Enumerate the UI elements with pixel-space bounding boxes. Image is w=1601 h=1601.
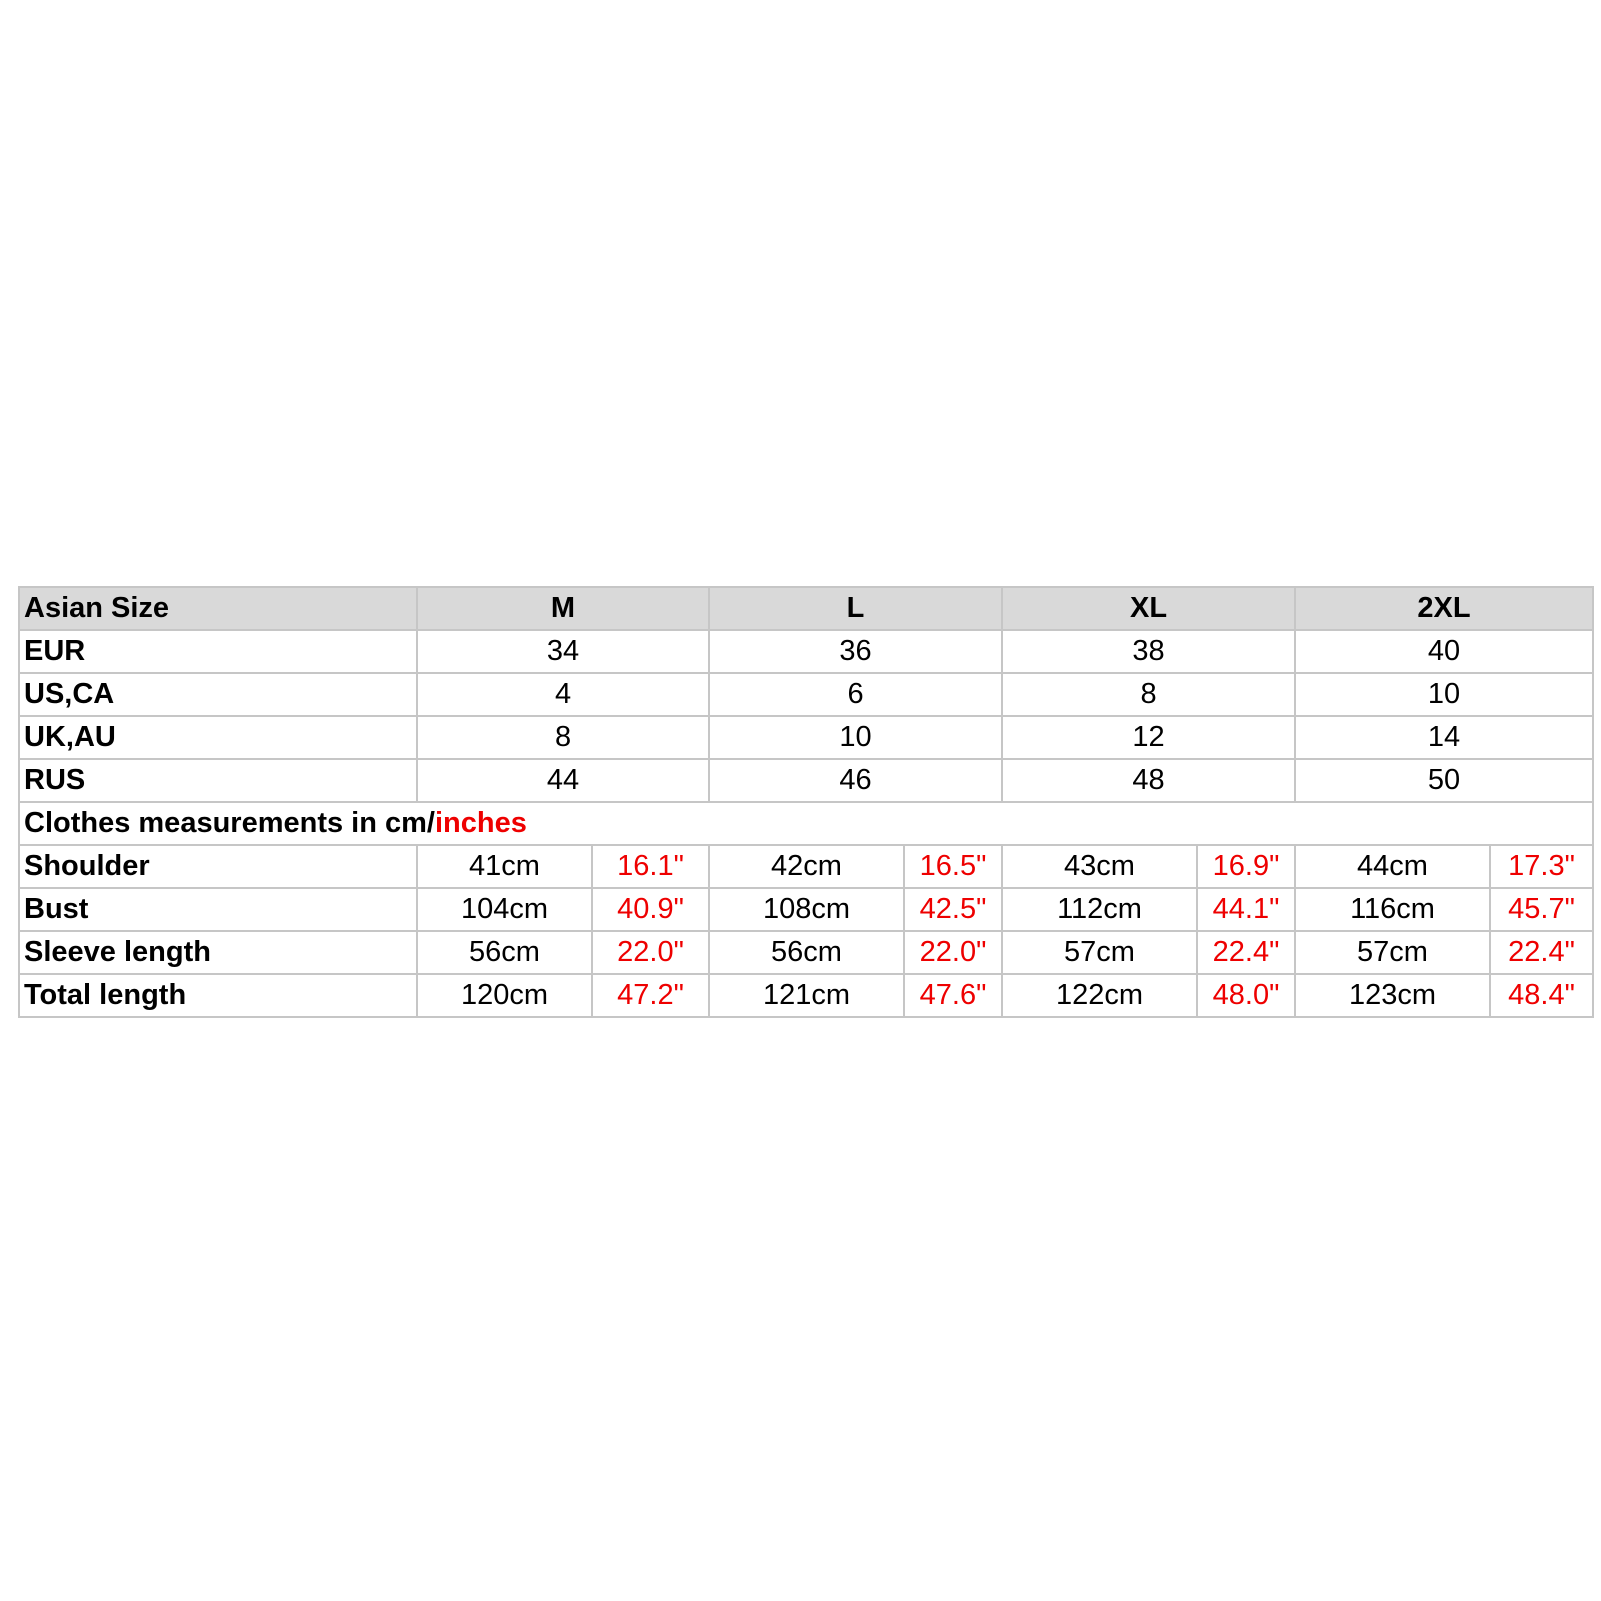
row-label: EUR — [19, 630, 417, 673]
cm-cell: 108cm — [709, 888, 904, 931]
inch-cell: 16.9" — [1197, 845, 1295, 888]
inch-cell: 22.4" — [1490, 931, 1593, 974]
table-cell: 12 — [1002, 716, 1295, 759]
inch-cell: 16.1" — [592, 845, 709, 888]
table-cell: 46 — [709, 759, 1002, 802]
cm-cell: 44cm — [1295, 845, 1490, 888]
cm-cell: 112cm — [1002, 888, 1197, 931]
measurement-row-sleeve-length — [19, 931, 1593, 974]
inch-cell: 44.1" — [1197, 888, 1295, 931]
inch-cell: 42.5" — [904, 888, 1002, 931]
measurement-row-total-length — [19, 974, 1593, 1017]
table-cell: 50 — [1295, 759, 1593, 802]
measurements-title-row — [19, 802, 1593, 845]
conversion-row-rus — [19, 759, 1593, 802]
row-label: Total length — [19, 974, 417, 1017]
size-header-xl: XL — [1002, 587, 1295, 630]
measurement-row-bust — [19, 888, 1593, 931]
conversion-row-us-ca — [19, 673, 1593, 716]
row-label: Sleeve length — [19, 931, 417, 974]
inch-cell: 47.6" — [904, 974, 1002, 1017]
cm-cell: 57cm — [1002, 931, 1197, 974]
row-label: Shoulder — [19, 845, 417, 888]
size-header-m: M — [417, 587, 709, 630]
row-label: Bust — [19, 888, 417, 931]
table-cell: 8 — [1002, 673, 1295, 716]
cm-cell: 57cm — [1295, 931, 1490, 974]
cm-cell: 122cm — [1002, 974, 1197, 1017]
table-cell: 4 — [417, 673, 709, 716]
table-cell: 36 — [709, 630, 1002, 673]
cm-cell: 123cm — [1295, 974, 1490, 1017]
table-cell: 40 — [1295, 630, 1593, 673]
table-cell: 6 — [709, 673, 1002, 716]
cm-cell: 121cm — [709, 974, 904, 1017]
inch-cell: 48.0" — [1197, 974, 1295, 1017]
table-cell: 14 — [1295, 716, 1593, 759]
measurement-row-shoulder — [19, 845, 1593, 888]
table-cell: 10 — [1295, 673, 1593, 716]
table-cell: 44 — [417, 759, 709, 802]
cm-cell: 56cm — [709, 931, 904, 974]
cm-cell: 41cm — [417, 845, 592, 888]
conversion-row-eur — [19, 630, 1593, 673]
inch-cell: 22.0" — [592, 931, 709, 974]
conversion-row-uk-au — [19, 716, 1593, 759]
table-cell: 38 — [1002, 630, 1295, 673]
inch-cell: 40.9" — [592, 888, 709, 931]
table-cell: 48 — [1002, 759, 1295, 802]
size-header-2xl: 2XL — [1295, 587, 1593, 630]
cm-cell: 42cm — [709, 845, 904, 888]
table-cell: 34 — [417, 630, 709, 673]
cm-cell: 43cm — [1002, 845, 1197, 888]
measurements-title — [19, 802, 1593, 845]
inch-cell: 22.4" — [1197, 931, 1295, 974]
inch-cell: 47.2" — [592, 974, 709, 1017]
cm-cell: 56cm — [417, 931, 592, 974]
table-cell: 10 — [709, 716, 1002, 759]
cm-cell: 120cm — [417, 974, 592, 1017]
cm-cell: 116cm — [1295, 888, 1490, 931]
inch-cell: 48.4" — [1490, 974, 1593, 1017]
size-header-l: L — [709, 587, 1002, 630]
inch-cell: 16.5" — [904, 845, 1002, 888]
asian-size-label: Asian Size — [19, 587, 417, 630]
inch-cell: 17.3" — [1490, 845, 1593, 888]
row-label: RUS — [19, 759, 417, 802]
cm-cell: 104cm — [417, 888, 592, 931]
measurements-title-prefix: Clothes measurements in cm/ — [24, 807, 435, 839]
measurements-title-accent: inches — [434, 807, 527, 839]
table-cell: 8 — [417, 716, 709, 759]
inch-cell: 22.0" — [904, 931, 1002, 974]
row-label: UK,AU — [19, 716, 417, 759]
header-row — [19, 587, 1593, 630]
size-chart-table — [18, 586, 1594, 1018]
inch-cell: 45.7" — [1490, 888, 1593, 931]
row-label: US,CA — [19, 673, 417, 716]
